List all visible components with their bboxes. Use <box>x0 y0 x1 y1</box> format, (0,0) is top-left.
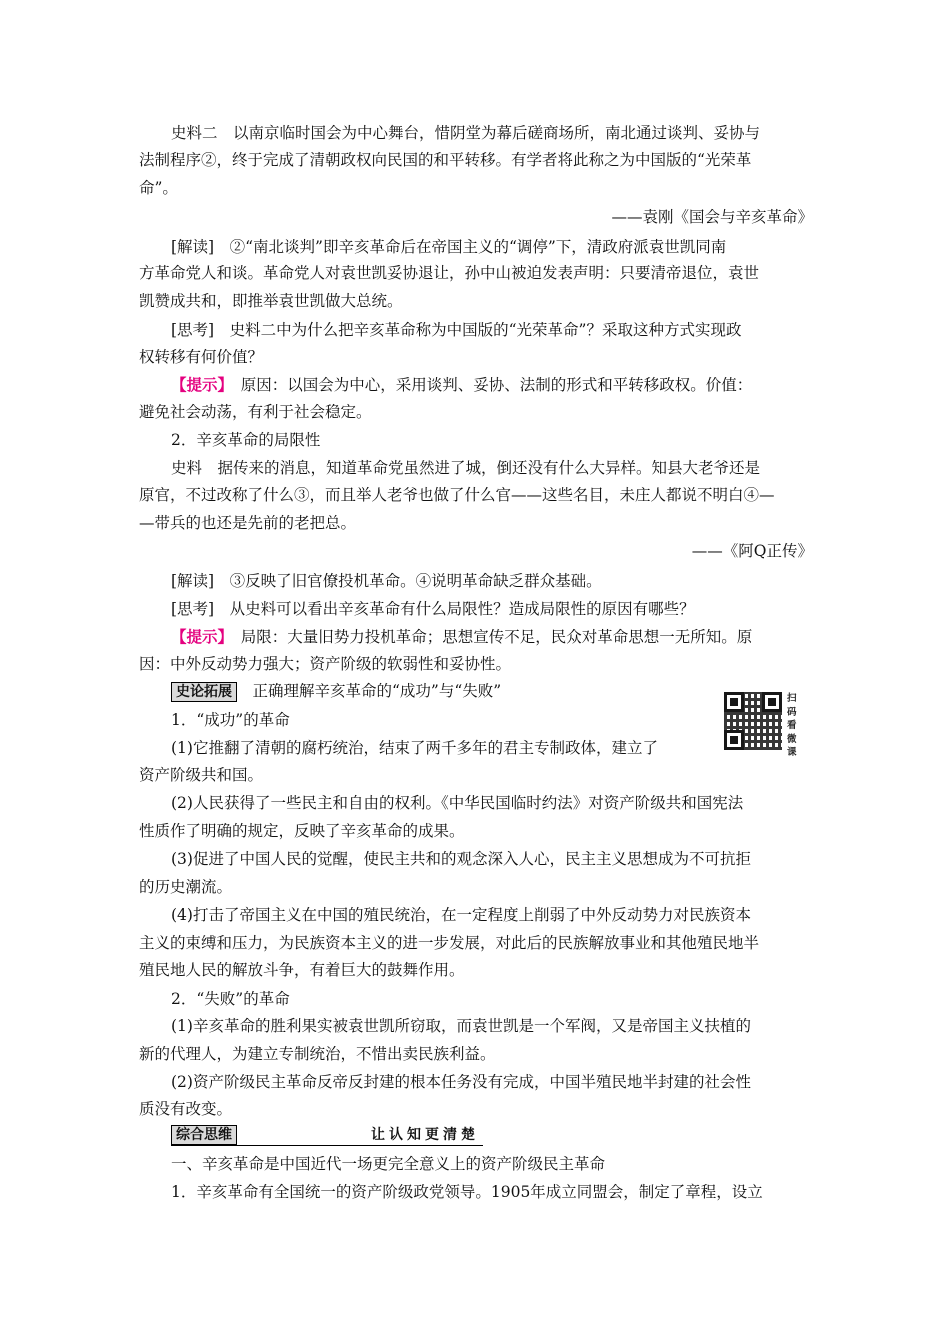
source-line-2: 原官，不过改称了什么③，而且举人老爷也做了什么官——这些名目，未庄人都说不明白④— <box>139 486 775 504</box>
success-point-1-line-2: 资产阶级共和国。 <box>139 766 264 784</box>
interpretation-line-1: [解读] ②“南北谈判”即辛亥革命后在帝国主义的“调停”下，清政府派袁世凯同南 <box>171 238 727 256</box>
history-extension-title: 正确理解辛亥革命的“成功”与“失败” <box>237 682 502 700</box>
synthesis-point-heading: 一、辛亥革命是中国近代一场更完全意义上的资产阶级民主革命 <box>171 1155 606 1173</box>
interpretation-line-2: 方革命党人和谈。革命党人对袁世凯妥协退让，孙中山被迫发表声明：只要清帝退位，袁世 <box>139 264 760 282</box>
hint2-line-2: 因：中外反动势力强大；资产阶级的软弱性和妥协性。 <box>139 655 512 673</box>
success-point-1-line-1: (1)它推翻了清朝的腐朽统治，结束了两千多年的君主专制政体，建立了 <box>171 739 658 757</box>
hint-line-2: 避免社会动荡，有利于社会稳定。 <box>139 403 372 421</box>
hint-text: 局限：大量旧势力投机革命；思想宣传不足，民众对革命思想一无所知。原 <box>225 628 753 646</box>
thinking-line-2: 权转移有何价值？ <box>139 348 264 366</box>
source2-line-3: 命”。 <box>139 179 178 197</box>
source2-citation: ——袁刚《国会与辛亥革命》 <box>611 208 813 226</box>
hint-text: 原因：以国会为中心，采用谈判、妥协、法制的形式和平转移政权。价值： <box>225 376 753 394</box>
source2-line-1: 史料二 以南京临时国会为中心舞台，惜阴堂为幕后磋商场所，南北通过谈判、妥协与 <box>171 124 761 142</box>
history-extension-box: 史论拓展 <box>171 682 237 702</box>
thinking-line-1: [思考] 史料二中为什么把辛亥革命称为中国版的“光荣革命”？采取这种方式实现政 <box>171 321 742 339</box>
success-point-4-line-1: (4)打击了帝国主义在中国的殖民统治，在一定程度上削弱了中外反动势力对民族资本 <box>171 906 751 924</box>
section-heading-limitations: 2．辛亥革命的局限性 <box>171 431 321 449</box>
success-point-4-line-2: 主义的束缚和压力，为民族资本主义的进一步发展，对此后的民族解放事业和其他殖民地半 <box>139 934 760 952</box>
hint-label: 【提示】 <box>171 375 226 394</box>
qr-caption: 扫码看微课 <box>787 693 797 758</box>
failure-heading: 2．“失败”的革命 <box>171 990 290 1008</box>
success-point-4-line-3: 殖民地人民的解放斗争，有着巨大的鼓舞作用。 <box>139 961 465 979</box>
hint-label: 【提示】 <box>171 627 226 646</box>
source2-line-2: 法制程序②，终于完成了清朝政权向民国的和平转移。有学者将此称之为中国版的“光荣革 <box>139 151 752 169</box>
synthesis-point-1-line-1: 1．辛亥革命有全国统一的资产阶级政党领导。1905年成立同盟会，制定了章程，设立 <box>171 1183 763 1201</box>
success-point-2-line-1: (2)人民获得了一些民主和自由的权利。《中华民国临时约法》对资产阶级共和国宪法 <box>171 794 744 812</box>
source-line-3: —带兵的也还是先前的老把总。 <box>139 514 357 532</box>
hint2-line-1 <box>171 626 847 648</box>
failure-point-1-line-2: 新的代理人，为建立专制统治，不惜出卖民族利益。 <box>139 1045 496 1063</box>
source-line-1: 史料 据传来的消息，知道革命党虽然进了城，倒还没有什么大异样。知县大老爷还是 <box>171 459 761 477</box>
thinking2-line: [思考] 从史料可以看出辛亥革命有什么局限性？造成局限性的原因有哪些？ <box>171 600 695 618</box>
failure-point-1-line-1: (1)辛亥革命的胜利果实被袁世凯所窃取，而袁世凯是一个军阀，又是帝国主义扶植的 <box>171 1017 751 1035</box>
synthesis-title: 让认知更清楚 <box>371 1127 479 1143</box>
success-point-2-line-2: 性质作了明确的规定，反映了辛亥革命的成果。 <box>139 822 465 840</box>
interpretation2-line: [解读] ③反映了旧官僚投机革命。④说明革命缺乏群众基础。 <box>171 572 602 590</box>
hint-line-1 <box>171 374 847 396</box>
success-heading: 1．“成功”的革命 <box>171 711 290 729</box>
synthesis-box: 综合思维 <box>171 1125 237 1145</box>
failure-point-2-line-1: (2)资产阶级民主革命反帝反封建的根本任务没有完成，中国半殖民地半封建的社会性 <box>171 1073 751 1091</box>
success-point-3-line-2: 的历史潮流。 <box>139 878 233 896</box>
source-citation: ——《阿Q正传》 <box>691 542 813 560</box>
success-point-3-line-1: (3)促进了中国人民的觉醒，使民主共和的观念深入人心，民主主义思想成为不可抗拒 <box>171 850 751 868</box>
synthesis-heading-bar <box>171 1125 483 1146</box>
failure-point-2-line-2: 质没有改变。 <box>139 1100 233 1118</box>
interpretation-line-3: 凯赞成共和，即推举袁世凯做大总统。 <box>139 292 403 310</box>
